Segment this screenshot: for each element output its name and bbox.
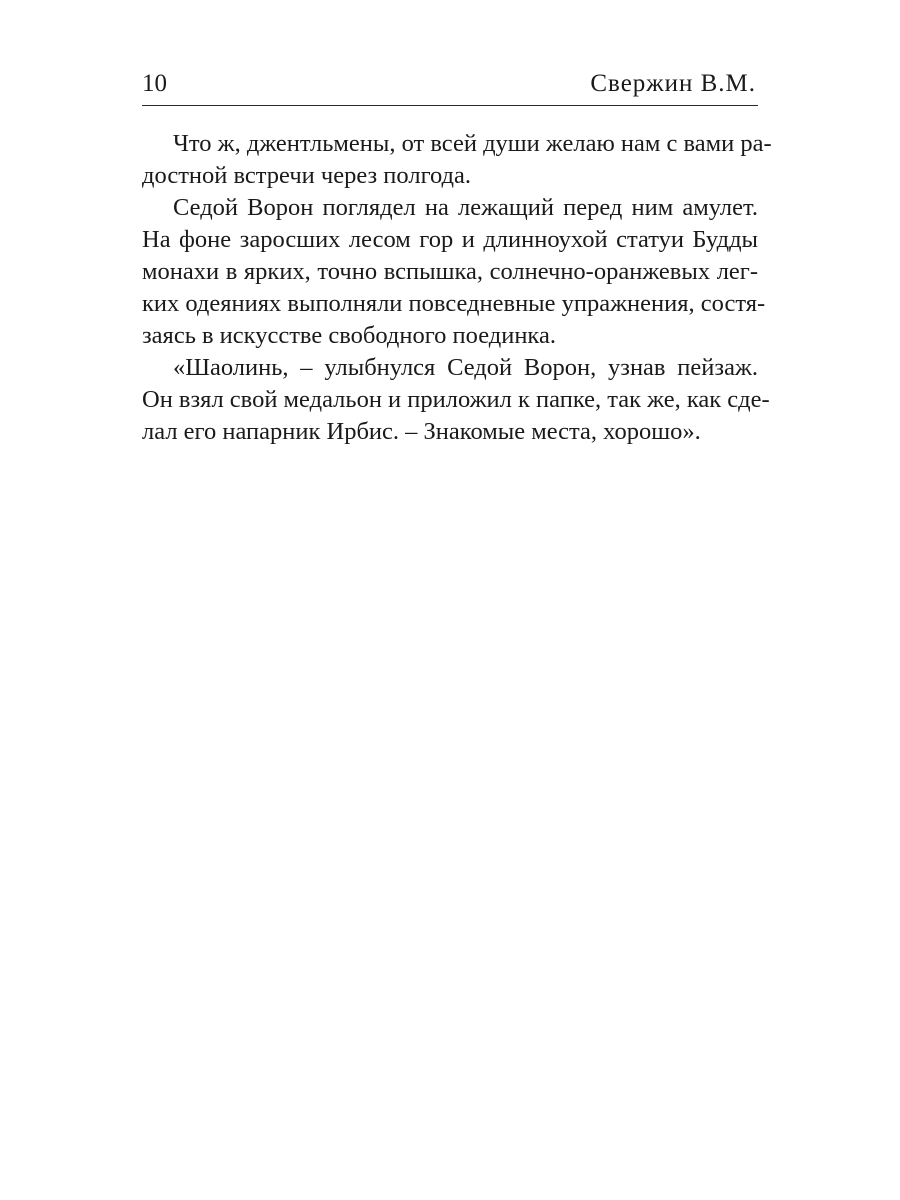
paragraph (142, 352, 770, 448)
page-number: 10 (142, 70, 167, 97)
text-line: Седой Ворон поглядел на лежащий перед ним амулет. (173, 194, 758, 221)
text-line: Что ж, джентльмены, от всей души желаю нам с вами ра- (173, 130, 772, 157)
text-line: Он взял свой медальон и приложил к папке, так же, как сде- (142, 386, 770, 413)
paragraph (142, 128, 772, 192)
text-line: заясь в искусстве свободного поединка. (142, 322, 556, 349)
text-line: достной встречи через полгода. (142, 162, 472, 189)
body-text (142, 128, 772, 448)
text-line: монахи в ярких, точно вспышка, солнечно-оранжевых лег- (142, 258, 758, 285)
running-head-author: Свержин В.М. (590, 70, 756, 97)
header-rule (142, 105, 758, 106)
text-line: ких одеяниях выполняли повседневные упражнения, состя- (142, 290, 766, 317)
text-line: «Шаолинь, – улыбнулся Седой Ворон, узнав пейзаж. (173, 354, 758, 381)
running-header (142, 64, 758, 104)
text-line: На фоне заросших лесом гор и длинноухой статуи Будды (142, 226, 758, 253)
paragraph (142, 192, 766, 352)
text-line: лал его напарник Ирбис. – Знакомые места, хорошо». (142, 418, 701, 445)
